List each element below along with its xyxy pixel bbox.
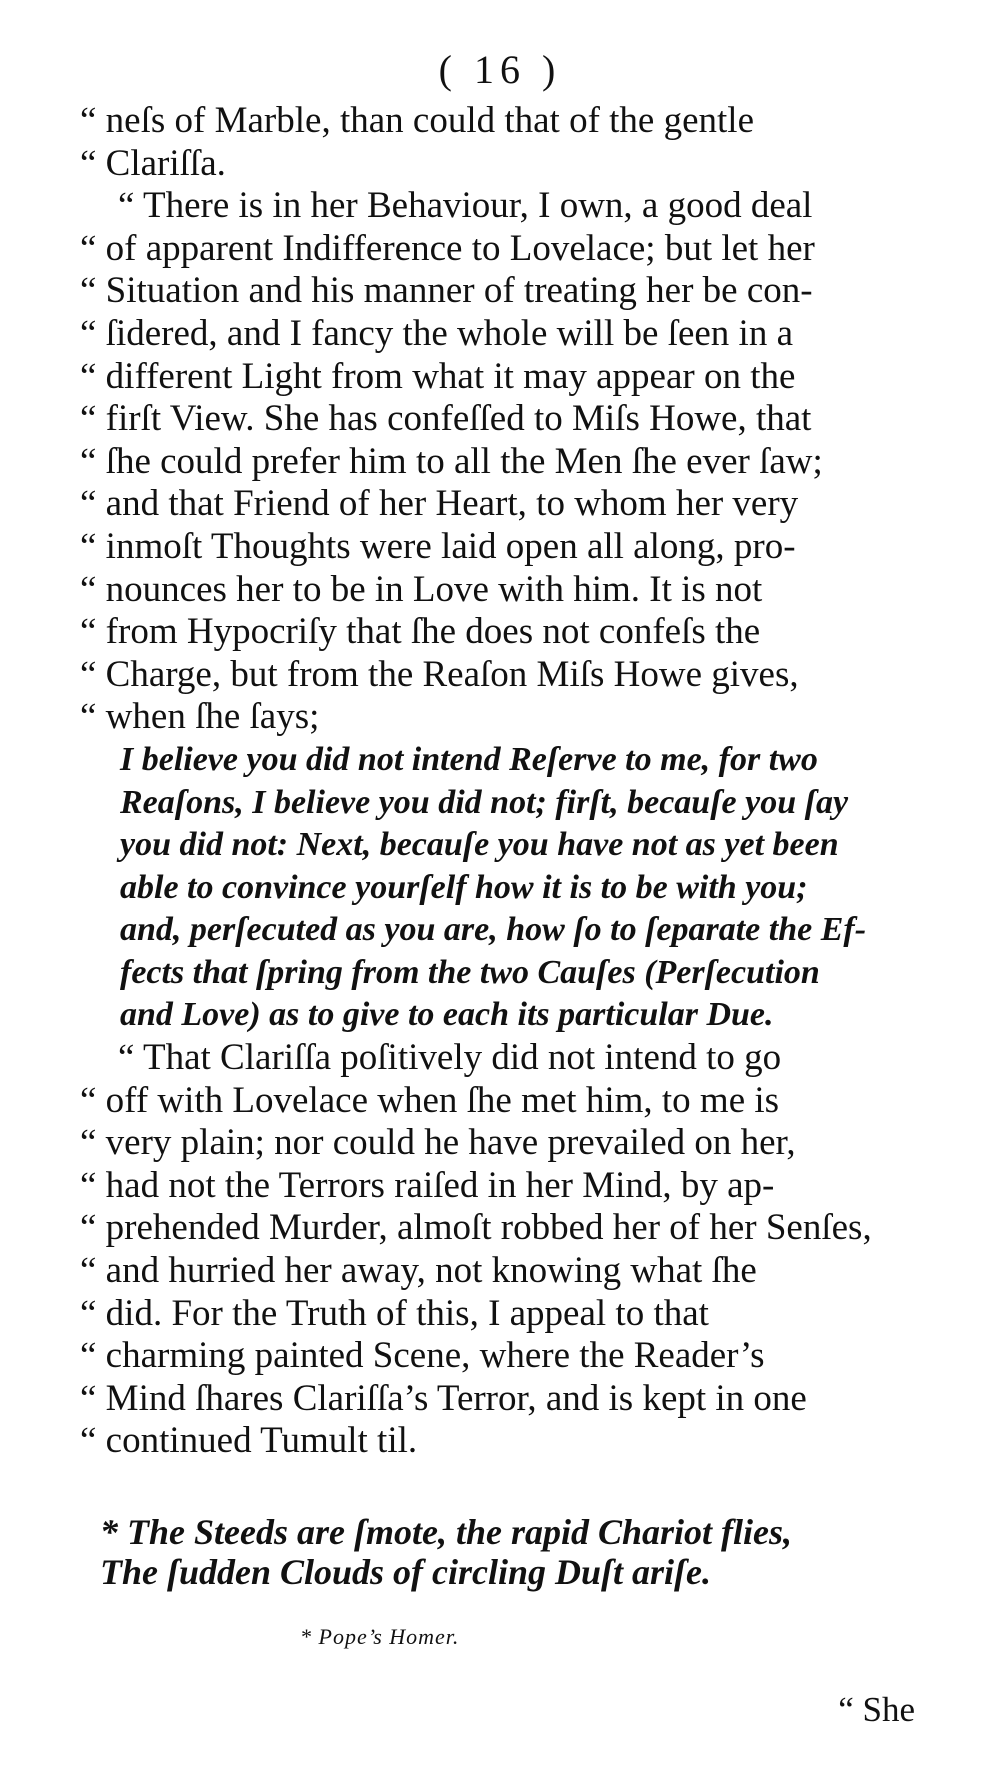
text-line: “ Clariſſa. — [80, 142, 226, 184]
text-line: “ That Clariſſa poſitively did not intend to go — [118, 1037, 782, 1079]
quoted-letter-line: I believe you did not intend Reſerve to me, for two — [120, 740, 818, 778]
text-line: “ and that Friend of her Heart, to whom her very — [80, 483, 799, 525]
text-line: “ ſhe could prefer him to all the Men ſhe ever ſaw; — [80, 440, 823, 482]
quoted-letter-line: able to convince yourſelf how it is to be with you; — [120, 868, 808, 906]
quoted-letter-line: and Love) as to give to each its particular Due. — [120, 996, 774, 1034]
text-line: “ of apparent Indifference to Lovelace; but let her — [80, 227, 815, 269]
text-line: “ continued Tumult til. — [80, 1420, 418, 1462]
text-line: “ neſs of Marble, than could that of the gentle — [80, 100, 755, 141]
footnote: * Pope’s Homer. — [300, 1624, 460, 1649]
text-line: “ nounces her to be in Love with him. It is not — [80, 568, 763, 610]
text-line: “ had not the Terrors raiſed in her Mind, by ap- — [80, 1164, 775, 1206]
text-line: “ ſidered, and I fancy the whole will be ſeen in a — [80, 312, 793, 354]
quoted-letter-line: fects that ſpring from the two Cauſes (Perſecution — [120, 953, 820, 991]
verse-line: The ſudden Clouds of circling Duſt ariſe. — [100, 1552, 712, 1592]
quoted-letter-line: Reaſons, I believe you did not; firſt, becauſe you ſay — [120, 783, 849, 821]
text-line: “ firſt View. She has confeſſed to Miſs Howe, that — [80, 398, 812, 440]
text-line: “ prehended Murder, almoſt robbed her of her Senſes, — [80, 1207, 872, 1249]
text-line: “ off with Lovelace when ſhe met him, to me is — [80, 1079, 780, 1121]
text-line: “ Charge, but from the Reaſon Miſs Howe gives, — [80, 653, 799, 695]
text-line: “ Mind ſhares Clariſſa’s Terror, and is kept in one — [80, 1377, 807, 1419]
body-text — [80, 100, 935, 1463]
text-line: “ different Light from what it may appear on the — [80, 355, 796, 397]
verse-quotation — [100, 1512, 900, 1592]
quoted-letter-line: and, perſecuted as you are, how ſo to ſeparate the Ef- — [120, 911, 867, 949]
page-number: ( 16 ) — [438, 47, 562, 92]
text-line: “ inmoſt Thoughts were laid open all along, pro- — [80, 525, 796, 567]
text-line: “ Situation and his manner of treating her be con- — [80, 270, 813, 312]
text-line: “ and hurried her away, not knowing what ſhe — [80, 1250, 757, 1292]
text-line: “ charming painted Scene, where the Reader’s — [80, 1335, 765, 1377]
text-line: “ very plain; nor could he have prevailed on her, — [80, 1122, 796, 1164]
catchword: “ She — [838, 1690, 915, 1729]
text-line: “ from Hypocriſy that ſhe does not confeſs the — [80, 611, 761, 653]
verse-line: * The Steeds are ſmote, the rapid Chariot flies, — [100, 1512, 792, 1552]
quoted-letter-line: you did not: Next, becauſe you have not as yet been — [120, 826, 839, 864]
text-line: “ did. For the Truth of this, I appeal to that — [80, 1292, 709, 1334]
text-line: “ when ſhe ſays; — [80, 696, 320, 738]
text-line: “ There is in her Behaviour, I own, a good deal — [118, 185, 813, 227]
